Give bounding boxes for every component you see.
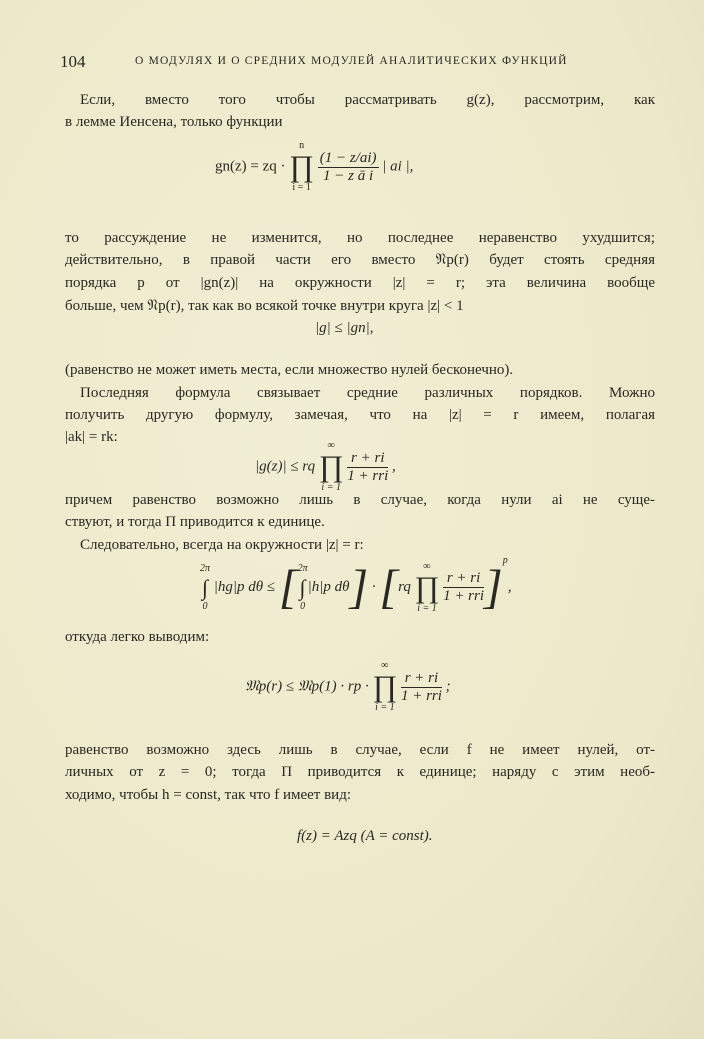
product-symbol: n ∏ i = 1 (289, 140, 314, 193)
product-symbol: ∞ ∏ i = 1 (414, 560, 440, 614)
text-line: Если, вместо того чтобы рассматривать g(z), рассмотрим, как (80, 92, 655, 108)
fraction: $\frac{(1 - z/ai)}{\text{1 − z ā i}}$ (319, 149, 377, 184)
text-line: Следовательно, всегда на окружности |z| = r: (80, 537, 364, 553)
exponent: p (502, 555, 508, 566)
text-line: получить другую формулу, замечая, что на |z| = r имеем, полагая (65, 407, 655, 423)
text-line: причем равенство возможно лишь в случае, когда нули ai не суще- (65, 492, 655, 508)
text-line: личных от z = 0; тогда Π приводится к единице; наряду с этим необ- (65, 764, 655, 780)
formula-lhs: |hg|p dθ ≤ (213, 579, 276, 595)
fraction: $\frac{r + ri}{\text{1 + rri}}$ (400, 669, 442, 704)
formula-gn (215, 140, 413, 194)
formula-tail: | ai |, (382, 158, 414, 175)
product-symbol: ∞ ∏ i = 1 (372, 660, 398, 713)
integral-symbol: 2π ∫ 0 (297, 562, 308, 612)
formula-mean-bound (245, 660, 451, 714)
page-number: 104 (60, 52, 86, 71)
formula-tail: ; (445, 678, 451, 695)
rq: rq (398, 579, 411, 595)
formula-f-form: f(z) = Azq (A = const). (297, 828, 433, 844)
formula-g-bound (255, 440, 396, 494)
text-line: порядка p от |gn(z)| на окружности |z| = r; эта величина вообще (65, 275, 655, 291)
text-line: то рассуждение не изменится, но последнее неравенство ухудшится; (65, 230, 655, 246)
product-symbol: ∞ ∏ i = 1 (318, 440, 344, 493)
formula-lhs: 𝔐p(r) ≤ 𝔐p(1) · rp · (245, 678, 369, 695)
text-line: равенство возможно здесь лишь в случае, если f не имеет нулей, от- (65, 742, 655, 758)
integral-symbol: 2π ∫ 0 (200, 562, 211, 612)
formula-lhs: gn(z) = zq · (215, 158, 286, 175)
fraction: $\frac{r + ri}{\text{1 + rri}}$ (443, 570, 485, 605)
text-line: Последняя формула связывает средние различных порядков. Можно (80, 385, 655, 401)
text-line: ходимо, чтобы h = const, так что f имеет вид: (65, 787, 352, 803)
formula-tail: , (507, 579, 512, 595)
formula-lhs: |g(z)| ≤ rq (255, 458, 316, 475)
integrand: |h|p dθ (307, 579, 350, 595)
header-title: О МОДУЛЯХ И О СРЕДНИХ МОДУЛЕЙ АНАЛИТИЧЕСКИХ ФУНКЦИЙ (135, 55, 568, 67)
text-line: откуда легко выводим: (65, 629, 210, 645)
text-line: |ak| = rk: (65, 429, 118, 445)
text-line: в лемме Иенсена, только функции (65, 114, 283, 130)
text-line: (равенство не может иметь места, если множество нулей бесконечно). (65, 362, 514, 378)
formula-g-le-gn: |g| ≤ |gn|, (315, 320, 374, 336)
fraction: $\frac{r + ri}{\text{1 + rri}}$ (347, 449, 389, 484)
text-line: больше, чем 𝔑p(r), так как во всякой точке внутри круга |z| < 1 (65, 298, 464, 314)
text-line: действительно, в правой части его вместо 𝔑p(r) будет стоять средняя (65, 252, 655, 268)
formula-tail: , (392, 458, 396, 475)
text-line: ствуют, и тогда Π приводится к единице. (65, 514, 325, 530)
formula-integral-inequality: 2π ∫ 0 |hg|p dθ ≤ [ 2π ∫ 0 |h|p dθ] · [rq ∞ ∏ i = 1 $\frac{r + ri}{\text{1 + rri}}$ ]$^p$, (200, 555, 512, 614)
